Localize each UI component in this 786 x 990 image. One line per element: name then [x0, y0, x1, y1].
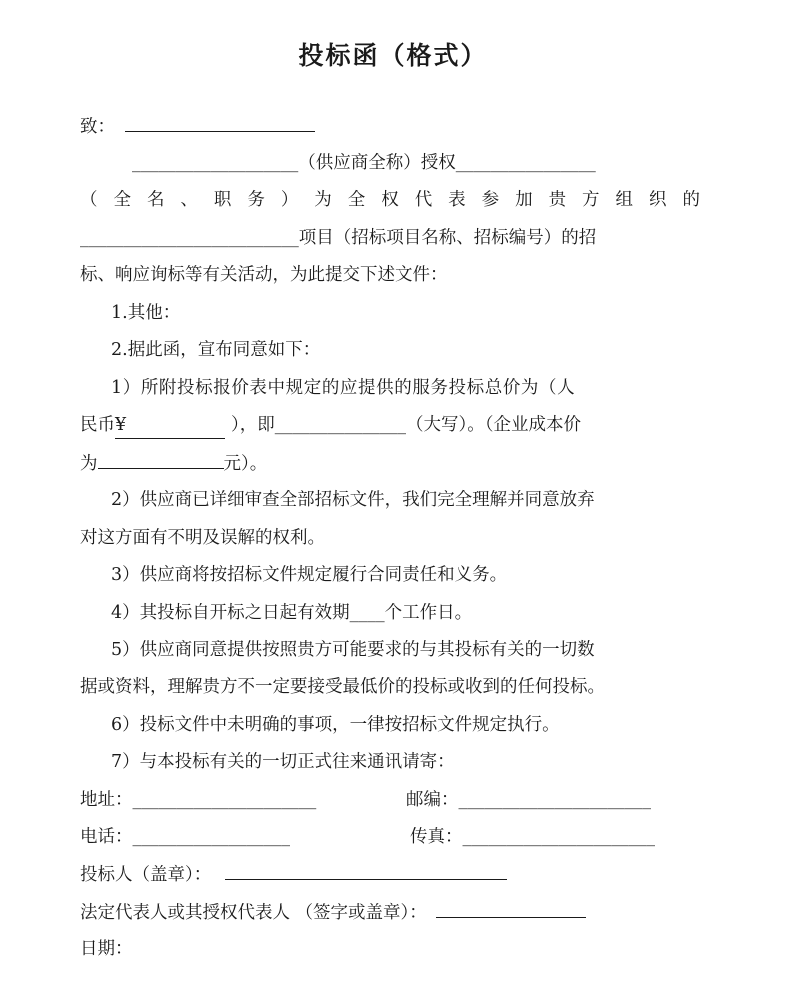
phone-row [80, 824, 290, 850]
char: 权 [381, 190, 399, 210]
char: 代 [414, 190, 433, 210]
address-blank[interactable]: _____________________ [132, 790, 317, 810]
char: ） [280, 190, 299, 210]
clause-2-line-2: 对这方面有不明及误解的权利。 [80, 528, 325, 548]
activity-line: 标、响应询标等有关活动，为此提交下述文件： [80, 265, 448, 285]
clause-4-suffix: 个工作日。 [384, 603, 473, 623]
clause-1-line-3 [80, 450, 267, 477]
char: 组 [615, 190, 633, 210]
cost-suffix: 元）。 [223, 454, 268, 474]
clause-5-line-1: 5）供应商同意提供按照贵方可能要求的与其投标有关的一切数 [111, 640, 595, 660]
representative-signature-blank[interactable] [436, 899, 586, 918]
char: 、 [180, 190, 198, 210]
phone-label: 电话： [80, 827, 133, 847]
full-name-title-line [80, 187, 700, 213]
clause-1-text-2: （大写）。（企业成本价 [406, 415, 581, 435]
char: 方 [582, 190, 600, 210]
clause-2-line-1: 2）供应商已详细审查全部招标文件，我们完全理解并同意放弃 [111, 490, 595, 510]
char: 全 [113, 190, 131, 210]
char: 职 [213, 190, 232, 210]
char: 为 [314, 190, 332, 210]
recipient-label: 致： [80, 117, 115, 137]
clause-3: 3）供应商将按招标文件规定履行合同责任和义务。 [111, 565, 508, 585]
char: 织 [648, 190, 667, 210]
project-line [80, 225, 596, 251]
page-title: 投标函（格式） [298, 41, 488, 70]
char: 务 [247, 190, 265, 210]
fax-row [410, 824, 655, 850]
clause-7: 7）与本投标有关的一切正式往来通讯请寄： [111, 752, 455, 772]
postcode-blank[interactable]: ______________________ [458, 790, 651, 810]
supplier-name-blank[interactable]: ___________________ [132, 153, 299, 173]
char: （ [80, 190, 98, 210]
recipient-blank[interactable] [125, 113, 315, 132]
representative-label: 法定代表人或其授权代表人 （签字或盖章）： [80, 903, 427, 923]
date-row [80, 936, 133, 962]
project-name-blank[interactable]: _________________________ [80, 228, 299, 248]
bidder-label: 投标人（盖章）： [80, 865, 212, 885]
item-1: 1.其他： [111, 303, 181, 323]
clause-4 [111, 600, 472, 626]
char: 加 [515, 190, 533, 210]
recipient-line [80, 113, 315, 140]
address-row [80, 787, 316, 813]
representative-row [80, 899, 586, 926]
project-text: 项目（招标项目名称、招标编号）的招 [298, 228, 597, 248]
price-words-blank[interactable]: _______________ [274, 415, 406, 435]
char: 参 [481, 190, 500, 210]
rmb-label: 民币 [80, 415, 115, 435]
clause-4-text: 4）其投标自开标之日起有效期 [111, 603, 350, 623]
postcode-label: 邮编： [406, 790, 459, 810]
representative-name-blank[interactable]: ________________ [455, 153, 596, 173]
currency-symbol: ¥ [115, 415, 127, 435]
bidder-row [80, 861, 507, 888]
fax-blank[interactable]: ______________________ [462, 827, 655, 847]
address-label: 地址： [80, 790, 133, 810]
clause-5-line-2: 据或资料，理解贵方不一定要接受最低价的投标或收到的任何投标。 [80, 677, 605, 697]
phone-blank[interactable]: __________________ [132, 827, 290, 847]
char: 表 [448, 190, 466, 210]
bidder-seal-blank[interactable] [225, 861, 507, 880]
authorization-text: （供应商全称）授权 [298, 153, 456, 173]
item-2: 2.据此函，宣布同意如下： [111, 340, 321, 360]
date-label: 日期： [80, 939, 133, 959]
char: 名 [146, 190, 165, 210]
clause-1-line-2 [80, 412, 581, 439]
cost-label: 为 [80, 454, 98, 474]
cost-price-blank[interactable] [98, 450, 224, 469]
validity-days-blank[interactable]: ____ [349, 603, 385, 623]
char: 贵 [548, 190, 567, 210]
char: 全 [347, 190, 366, 210]
clause-1-text: ），即 [231, 415, 275, 435]
authorization-line [132, 150, 596, 176]
fax-label: 传真： [410, 827, 463, 847]
price-number-blank[interactable] [115, 412, 225, 439]
clause-6: 6）投标文件中未明确的事项，一律按招标文件规定执行。 [111, 715, 560, 735]
postcode-row [406, 787, 651, 813]
clause-1-line-1: 1）所附投标报价表中规定的应提供的服务投标总价为（人 [111, 378, 576, 398]
char: 的 [682, 190, 700, 210]
